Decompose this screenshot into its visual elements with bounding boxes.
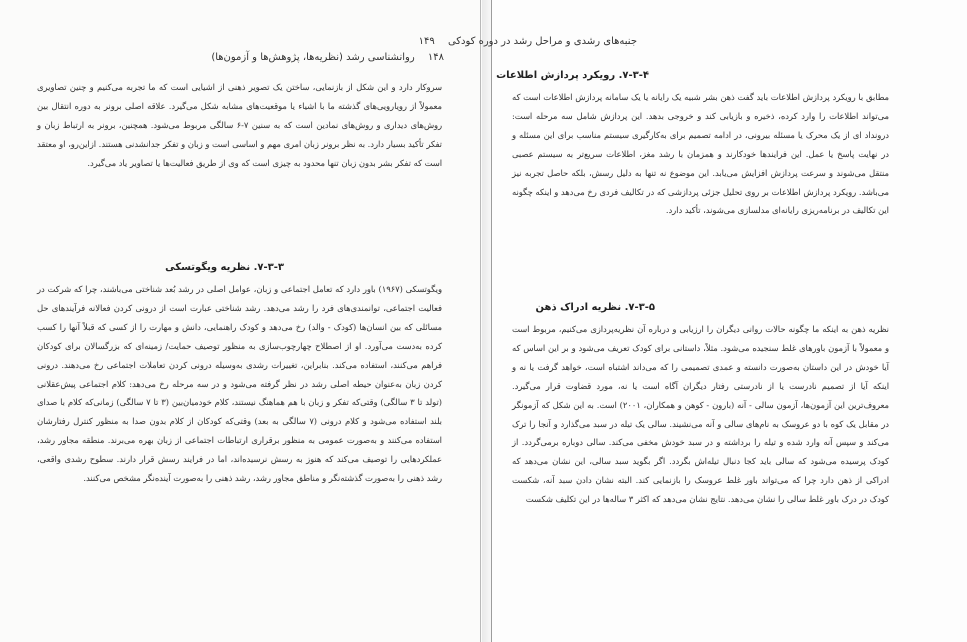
left-page-header [211, 52, 444, 63]
right-section-heading-1: ۷-۳-۴. رویکرد پردازش اطلاعات [496, 70, 649, 81]
right-paragraph-1: مطابق با رویکرد پردازش اطلاعات باید گفت ذهن بشر شبیه یک رایانه یا یک سامانه پردازش اطلاعات است که می‌تواند اطلاعات را وارد کرده، ذخیره و بازیابی کند و خروجی بدهد. این پردازش شامل سه مرحله است: درونداد ای از یک محرک یا مسئله بیرونی، در ادامه تصمیم برای به‌کارگیری سیستم مناسب برای این مسئله و در نهایت پاسخ یا عمل. این فرایندها خودکارند و همزمان با رشد مغز، اطلاعات سریع‌تر به سیستم عصبی منتقل می‌شوند و سرعت پردازش افزایش می‌یابد. این موضوع نه تنها به دلیل رسش، بلکه حاصل تجربه نیز می‌باشد. رویکرد پردازش اطلاعات بر روی تحلیل جزئی پردازشی که در تکالیف فردی رخ می‌دهد و اینکه چگونه این تکالیف در برنامه‌ریزی رایانه‌ای مدلسازی می‌شوند، تأکید دارد. [512, 92, 889, 216]
left-paragraph-1: سروکار دارد و این شکل از بازنمایی، ساختن یک تصویر ذهنی از اشیایی است که ما تجربه می‌کنیم و چنین تصاویری معمولاً از رویارویی‌های گذشته ما با اشیاء یا موقعیت‌های مشابه شکل می‌گیرد. علاقه اصلی برونر به دوره انتقال بین روش‌های دیداری و روش‌های نمادین است که به سنین ۷-۶ سالگی مربوط می‌شود. همچنین، برونر به ارتباط زبان و تفکر تأکید بسیار دارد. به نظر برونر زبان امری مهم و اساسی است و زبان و تفکر جدانشدنی هستند. ازاین‌رو، او معتقد است که تفکر بشر بدون زبان تنها محدود به چیزی است که وی از طریق فعالیت‌ها یا تصاویر یاد می‌گیرد. [37, 82, 442, 168]
right-running-title: جنبه‌های رشدی و مراحل رشد در دوره کودکی [447, 36, 637, 47]
left-paragraph-2: ویگوتسکی (۱۹۶۷) باور دارد که تعامل اجتماعی و زبان، عوامل اصلی در رشد بُعد شناختی می‌باشند، چرا که شرکت در فعالیت اجتماعی، توانمندی‌های فرد را رشد می‌دهد. رشد شناختی عبارت است از درونی کردن فعالانه فرآیندهای حل مسائلی که بین انسان‌ها (کودک - والد) رخ می‌دهد و کودک راهنمایی، دانش و مهارت را از کسی که قبلاً آنها را کسب کرده به‌دست می‌آورد. او از اصطلاح چهارچوب‌سازی به منظور توصیف حمایت/ زمینه‌ای که بزرگسالان برای کودکان فراهم می‌کنند، استفاده می‌کند. بنابراین، تغییرات رشدی به‌وسیله درونی کردن تعاملات اجتماعی رخ می‌دهند. درونی کردن زبان به‌عنوان حیطه اصلی رشد در نظر گرفته می‌شود و در سه مرحله رخ می‌دهد: کلام اجتماعی پیش‌عقلانی (تولد تا ۳ سالگی) وقتی‌که تفکر و زبان با هم هماهنگ نیستند، کلام خودمیان‌بین (۳ تا ۷ سالگی) زمانی‌که کلام با صدای بلند استفاده می‌شود و کلام درونی (۷ سالگی به بعد) وقتی‌که کودکان از کلام بدون صدا به منظور کنترل رفتارشان استفاده می‌کنند و به‌صورت عمومی به منظور برقراری ارتباطات اجتماعی از زبان بهره می‌برند. منطقه مجاور رشد، عملکردهایی را توصیف می‌کند که هنوز به رسش نرسیده‌اند، اما در فرایند رسش قرار دارند. سطوح رشدی واقعی، رشد ذهنی را به‌صورت گذشته‌نگر و مناطق مجاور رشد، رشد ذهنی را به‌صورت آینده‌نگر مشخص می‌کنند. [37, 284, 442, 484]
right-section-heading-2: ۷-۳-۵. نظریه ادراک ذهن [535, 302, 655, 313]
right-paragraph-2: نظریه ذهن به اینکه ما چگونه حالات روانی دیگران را ارزیابی و درباره آن نظریه‌پردازی می‌کنیم، مربوط است و معمولاً با آزمون باورهای غلط سنجیده می‌شود. مثلاً، داستانی برای کودک تعریف می‌شود و بر این اساس که آیا خودش در این داستان به‌صورت دانسته و عمدی تصمیمی را که می‌داند اشتباه است، خواهد گرفت یا نه و اینکه آیا از تصمیم نادرست یا از نادرستی رفتار دیگران آگاه است یا نه، مورد قضاوت قرار می‌گیرد. معروف‌ترین این آزمون‌ها، آزمون سالی - آنه (بارون - کوهن و همکاران، ۲۰۰۱) است. به این شکل که آزمونگر در مقابل یک کوه با دو عروسک به نام‌های سالی و آنه می‌نشیند. سالی یک تیله در سبد می‌گذارد و آنجا را ترک می‌کند و سپس آنه وارد شده و تیله را برداشته و در سبد خودش مخفی می‌کند. سالی دوباره برمی‌گردد. از کودک پرسیده می‌شود که سالی باید کجا دنبال تیله‌اش بگردد. اگر بگوید سبد سالی، این نشان می‌دهد که ادراکی از ذهن دارد چرا که می‌تواند باور غلط عروسک را بازنمایی کند. البته نشان دادن سبد آنه، شکست کودک در درک باور غلط سالی را نشان می‌دهد. نتایج نشان می‌دهد که اکثر ۳ ساله‌ها در این تکلیف شکست [512, 324, 889, 505]
gutter-edge-line [480, 0, 481, 642]
right-page-number: ۱۴۹ [418, 36, 435, 47]
left-page-number: ۱۴۸ [427, 52, 444, 63]
left-section-heading: ۷-۳-۳. نظریه ویگوتسکی [165, 262, 284, 273]
left-running-title: روانشناسی رشد (نظریه‌ها، پژوهش‌ها و آزمون‌ها) [211, 52, 415, 63]
right-page-header [419, 36, 637, 47]
